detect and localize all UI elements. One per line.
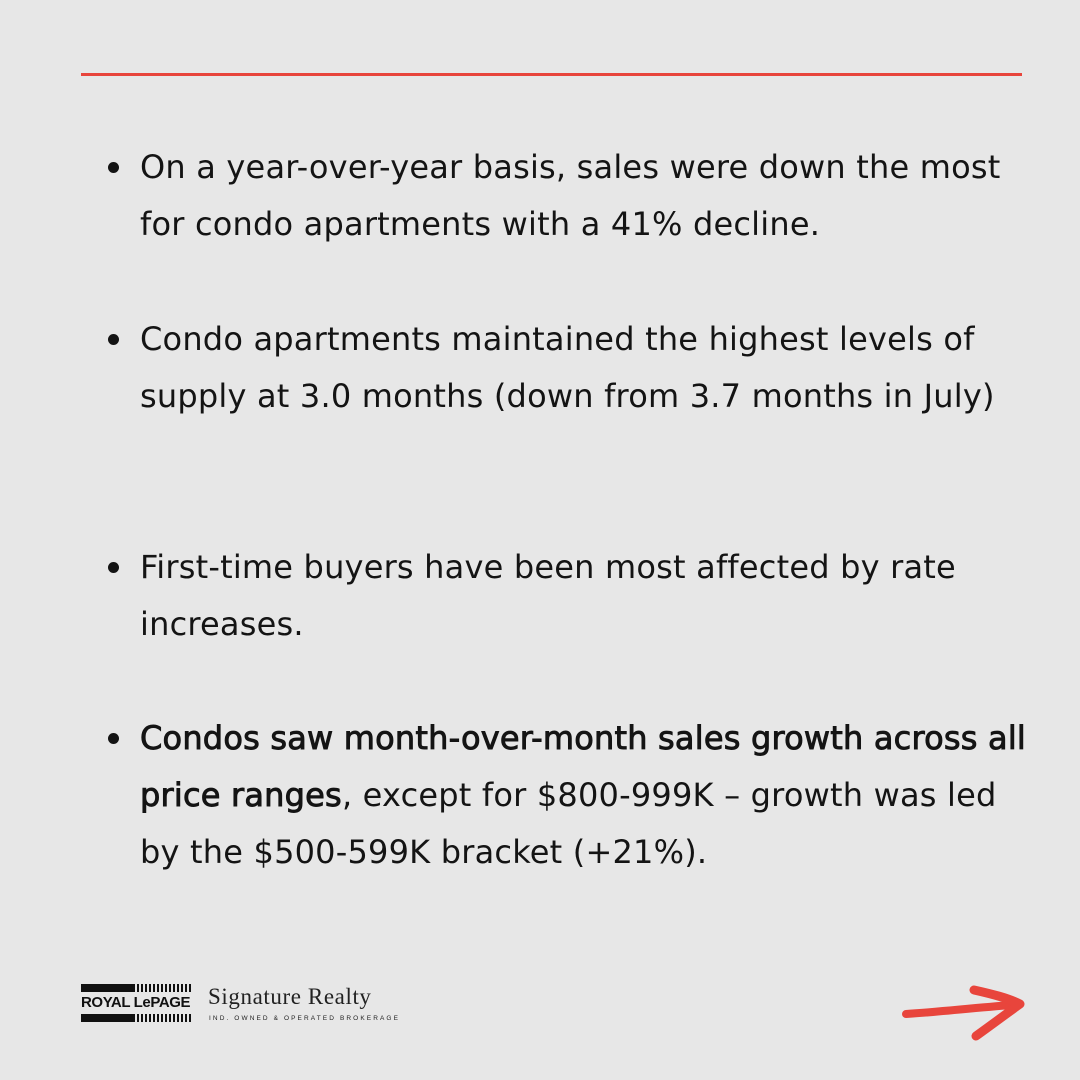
bullet-text: First-time buyers have been most affected by rate increases. [140, 548, 956, 643]
bullet-dot [108, 334, 119, 345]
bullet-item-yoy-sales [140, 139, 1030, 253]
royal-lepage-logo-text: ROYAL LePAGE [81, 994, 191, 1011]
bullet-item-first-time-buyers [140, 539, 1030, 653]
bullet-item-supply [140, 311, 1030, 425]
royal-lepage-logo [81, 984, 193, 1022]
bullet-item-mom-growth [140, 710, 1030, 881]
brokerage-logo [81, 984, 426, 1026]
bullet-dot [108, 733, 119, 744]
bullet-text: Condo apartments maintained the highest levels of supply at 3.0 months (down from 3.7 months in July) [140, 320, 995, 415]
next-slide-button[interactable] [900, 984, 1026, 1042]
brokerage-name: Signature Realty [208, 984, 372, 1009]
arrow-right-icon [900, 984, 1026, 1042]
bullet-text: On a year-over-year basis, sales were down the most for condo apartments with a 41% decline. [140, 148, 1001, 243]
brokerage-tagline: IND. OWNED & OPERATED BROKERAGE [209, 1015, 401, 1022]
bullet-text: , except for $800-999K – growth was led by the $500-599K bracket (+21%). [140, 776, 997, 871]
logo-barcode-bottom [81, 1014, 193, 1022]
logo-barcode-top [81, 984, 193, 992]
bullet-dot [108, 162, 119, 173]
bullet-dot [108, 562, 119, 573]
bullet-emphasis-text: Condos saw month-over-month sales growth across all price ranges [140, 719, 1027, 814]
